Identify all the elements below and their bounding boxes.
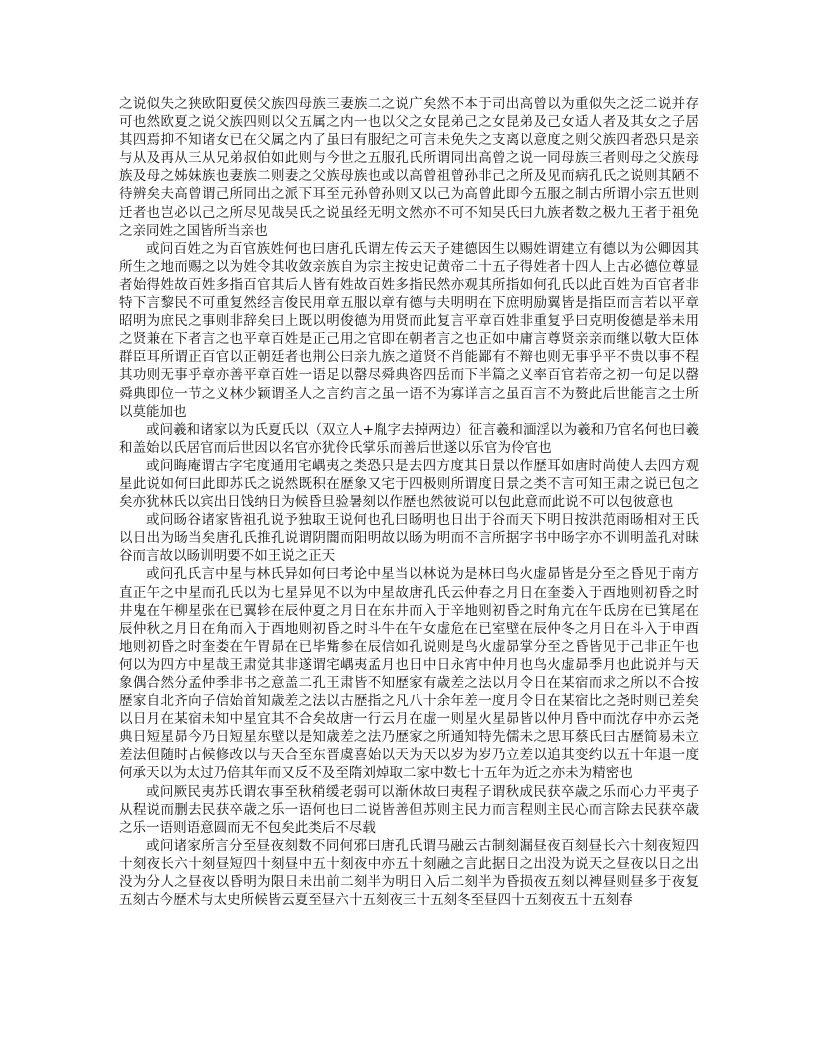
paragraph-zhongxing: 或问孔氏言中星与林氏异如何曰考论中星当以林说为是林曰鸟火虚昴皆是分至之昏见于南方直正午之中星而孔氏以为七星异见不以为中星故唐孔氏云仲春之月日在奎娄入于酉地则初昏之时井鬼在午柳星张在已翼轸在辰仲夏之月日在东井而入于辛地则初昏之时角亢在午氐房在已箕尾在辰仲秋之月日在角而入于酉地则初昏之时斗牛在午女虚危在已室壁在辰仲冬之月日在斗入于申酉地则初昏之时奎娄在午胃昴在已毕觜参在辰信如孔说则是鸟火虚昴掌分至之昏皆见于己非正午也何以为四方中星哉王肃觉其非遂谓宅嵎夷孟月也日中日永宵中仲月也鸟火虚昴季月也此说并与天象偶合然分孟仲季非书之意盖二孔王肃皆不知歴家有歳差之法以月令日在某宿而求之所以不合按歴家自北齐向子信始首知歳差之法以古歴指之凡八十余年差一度月令日在某宿比之尧时则已差矣以日月在某宿未知中星宜其不合矣故唐一行云月在虚一则星火星昴皆以仲月昏中而沈存中亦云尧典日短星昴今乃日短星东壁以是知歳差之法乃歴家之所通知特先儒未之思耳蔡氏曰古歴简易未立差法但随时占候修改以与天合至东晋虞喜始以天为天以岁为岁乃立差以追其变约以五十年退一度何承天以为太过乃倍其年而又反不及至隋刘焯取二家中数七十五年为近之亦未为精密也 — [119, 566, 699, 782]
paragraph-xihe: 或问羲和诸家以为氏夏氏以（双立人+胤字去掉两边）征言羲和湎淫以为羲和乃官名何也曰羲和盖始以氏居官而后世因以名官亦犹伶氏掌乐而善后世遂以乐官为伶官也 — [119, 421, 699, 456]
paragraph-baixing: 或问百姓之为百官族姓何也曰唐孔氏谓左传云天子建德因生以赐姓谓建立有德以为公卿因其所生之地而赐之以为姓令其收敛亲族自为宗主按史记黄帝二十五子得姓者十四人上古必德位尊显者始得姓故百姓多指百官其后人皆有姓故百姓多指民然亦观其所指如何孔氏以此百姓为百官者非特下言黎民不可重复然经言俊民用章五服以章有德与夫明明在下庶明励翼皆是指臣而言若以平章昭明为庶民之事则非辞矣曰上既以明俊德为用贤而此复言平章百姓非重复乎曰克明俊德是举未用之贤兼在下者言之也平章百姓是正己用之官即在朝者言之也正如中庸言尊贤亲亲而继以敬大臣体群臣耳所谓正百官以正朝廷者也荆公曰亲九族之道贤不肖能鄙有不辩也则无事乎平不贵以事不程其功则无事乎章亦善平章百姓一语足以罄尽舜典咨四岳而下半篇之义率百官若帝之初一句足以罄舜典即位一节之义林少颖谓圣人之言约言之虽一语不为寡详言之虽百言不为赘此后世能言之士所以莫能加也 — [119, 240, 699, 420]
paragraph-jiuzu-continued: 之说似失之狭欧阳夏侯父族四母族三妻族二之说广矣然不本于司出高曾以为重似失之泛二说并存可也然欧夏之说父族四则以父五属之内一也以父之女昆弟己之女昆弟及己女适人者及其女之子居其四焉抑不知诸女已在父属之内了虽曰有服纪之可言未免失之支离以意度之则父族四者恐只是亲与从及再从三从兄弟叔伯如此则与今世之五服孔氏所谓同出高曾之说一同母族三者则母之父族母族及母之姊妹族也妻族二则妻之父族母族也或以高曾祖曾孙非己之所及见而病孔氏之说则其陋不待辨矣夫高曾谓己所同出之派下耳至元孙曾孙则又以己为高曾此即今五服之制古所谓小宗五世则迁者也岂必以己之所尽见哉吴氏之说虽经无明文然亦不可不知吴氏曰九族者数之极九王者于祖免之亲同姓之国皆所当亲也 — [119, 96, 699, 239]
paragraph-yanggu: 或问旸谷诸家皆祖孔说予独取王说何也孔曰旸明也日出于谷而天下明日按洪范雨旸相对王氏以日出为旸当矣唐孔氏推孔说谓阴闇而阳明故以旸为明而不言所据字书中旸字亦不训明盖孔对昧谷而言故以旸训明要不如王说之正天 — [119, 512, 699, 565]
document-body — [119, 95, 699, 909]
paragraph-minyi: 或问厥民夷苏氏谓农事至秋稍缓老弱可以渐休故曰夷程子谓秋成民获卒歳之乐而心力平夷子从程说而删去民获卒歳之乐一语何也曰二说皆善但苏则主民力而言程则主民心而言除去民获卒歳之乐一语则语意圆而无不包矣此类后不尽载 — [119, 783, 699, 836]
paragraph-zhouye-kearshu: 或问诸家所言分至昼夜刻数不同何邪曰唐孔氏谓马融云古制刻漏昼夜百刻昼长六十刻夜短四十刻夜长六十刻昼短四十刻昼中五十刻夜中亦五十刻融之言此据日之出没为说天之昼夜以日之出没为分人之昼夜以昏明为限日未出前二刻半为明日入后二刻半为昏损夜五刻以裨昼则昼多于夜复五刻古今歴术与太史所候皆云夏至昼六十五刻夜三十五刻冬至昼四十五刻夜五十五刻春 — [119, 837, 699, 909]
paragraph-zhaidu: 或问晦庵谓古字宅度通用宅嵎夷之类恐只是去四方度其日景以作歴耳如唐时尚使人去四方观星此说如何曰此即苏氏之说然既积在歴象又宅于四极则所谓度日景之类不言可知王肃之说已包之矣亦犹林氏以宾出日饯纳日为候昏旦验暑刻以作歴也然彼说可以包此意而此说不可以包彼意也 — [119, 457, 699, 511]
